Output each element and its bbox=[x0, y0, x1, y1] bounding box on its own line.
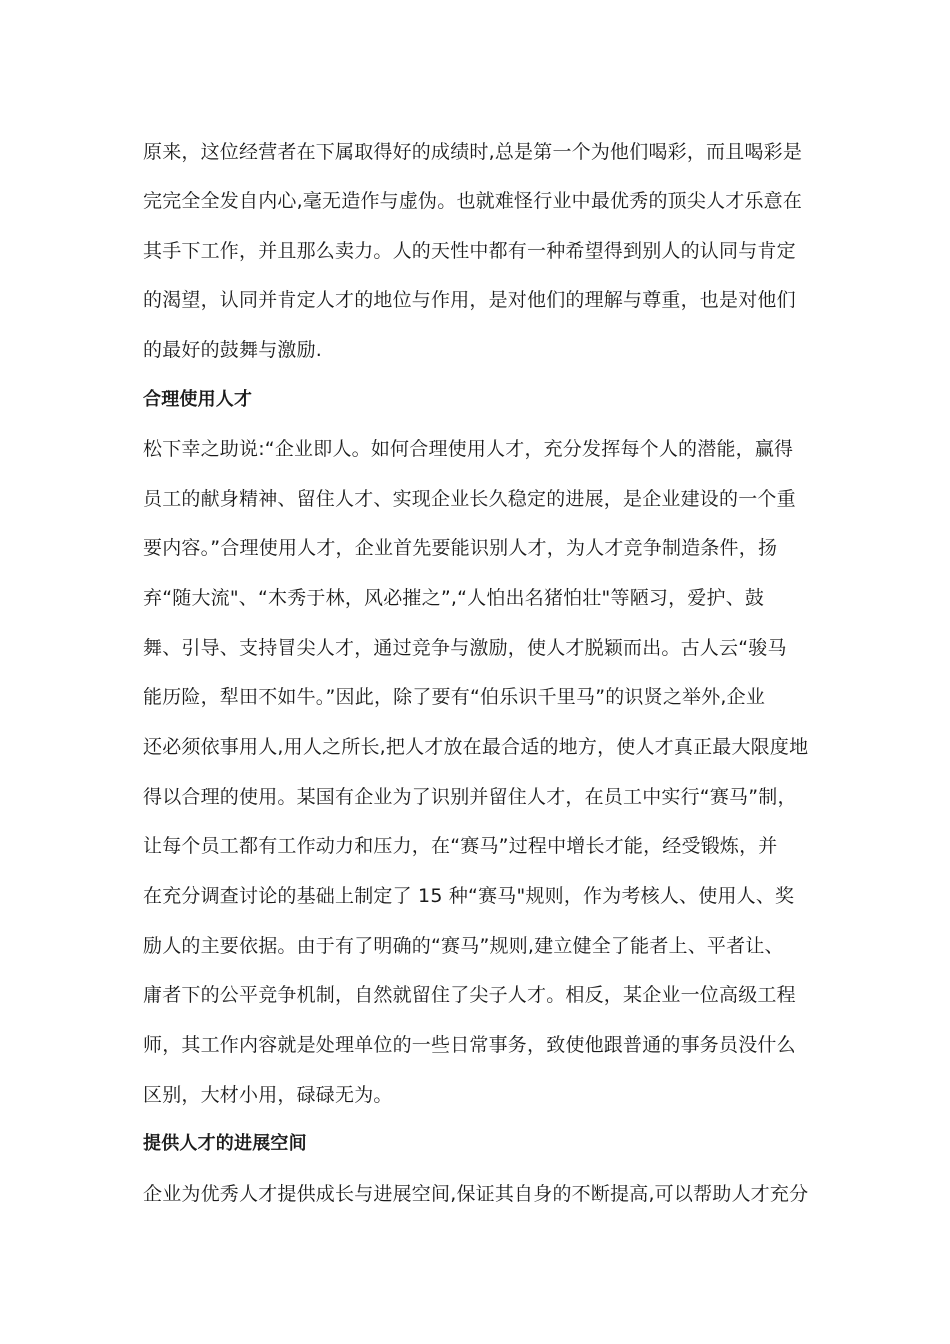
paragraph-line: 舞、引导、支持冒尖人才，通过竞争与激励，使人才脱颖而出。古人云“骏马 bbox=[143, 637, 787, 659]
paragraph-line: 企业为优秀人才提供成长与进展空间,保证其自身的不断提高,可以帮助人才充分 bbox=[143, 1183, 809, 1205]
paragraph-line: 得以合理的使用。某国有企业为了识别并留住人才，在员工中实行“赛马”制， bbox=[143, 786, 797, 808]
section-heading: 提供人才的进展空间 bbox=[143, 1133, 307, 1154]
paragraph-line: 在充分调查讨论的基础上制定了 15 种“赛马"规则，作为考核人、使用人、奖 bbox=[143, 885, 795, 907]
paragraph-line: 能历险，犁田不如牛。”因此，除了要有“伯乐识千里马”的识贤之举外,企业 bbox=[143, 686, 766, 708]
paragraph-line: 的最好的鼓舞与激励. bbox=[143, 339, 323, 361]
paragraph-line: 让每个员工都有工作动力和压力，在“赛马”过程中增长才能，经受锻炼，并 bbox=[143, 835, 778, 857]
paragraph-line: 完完全全发自内心,毫无造作与虚伪。也就难怪行业中最优秀的顶尖人才乐意在 bbox=[143, 190, 803, 212]
paragraph-line: 庸者下的公平竞争机制，自然就留住了尖子人才。相反，某企业一位高级工程 bbox=[143, 984, 796, 1006]
paragraph-line: 区别，大材小用，碌碌无为。 bbox=[143, 1084, 393, 1106]
paragraph-line: 还必须依事用人,用人之所长,把人才放在最合适的地方，使人才真正最大限度地 bbox=[143, 736, 809, 758]
section-heading: 合理使用人才 bbox=[143, 389, 253, 410]
paragraph-line: 要内容。”合理使用人才，企业首先要能识别人才，为人才竞争制造条件，扬 bbox=[143, 537, 778, 559]
paragraph-line: 员工的献身精神、留住人才、实现企业长久稳定的进展，是企业建设的一个重 bbox=[143, 488, 796, 510]
paragraph-line: 弃“随大流"、“木秀于林，风必摧之”,“人怕出名猪怕壮"等陋习，爱护、鼓 bbox=[143, 587, 765, 609]
paragraph-line: 其手下工作，并且那么卖力。人的天性中都有一种希望得到别人的认同与肯定 bbox=[143, 240, 796, 262]
paragraph-line: 的渴望，认同并肯定人才的地位与作用，是对他们的理解与尊重，也是对他们 bbox=[143, 289, 796, 311]
paragraph-line: 励人的主要依据。由于有了明确的“赛马”规则,建立健全了能者上、平者让、 bbox=[143, 935, 784, 957]
paragraph-line: 松下幸之助说:“企业即人。如何合理使用人才，充分发挥每个人的潜能，赢得 bbox=[143, 438, 794, 460]
paragraph-line: 原来，这位经营者在下属取得好的成绩时,总是第一个为他们喝彩，而且喝彩是 bbox=[143, 141, 803, 163]
paragraph-line: 师，其工作内容就是处理单位的一些日常事务，致使他跟普通的事务员没什么 bbox=[143, 1034, 796, 1056]
